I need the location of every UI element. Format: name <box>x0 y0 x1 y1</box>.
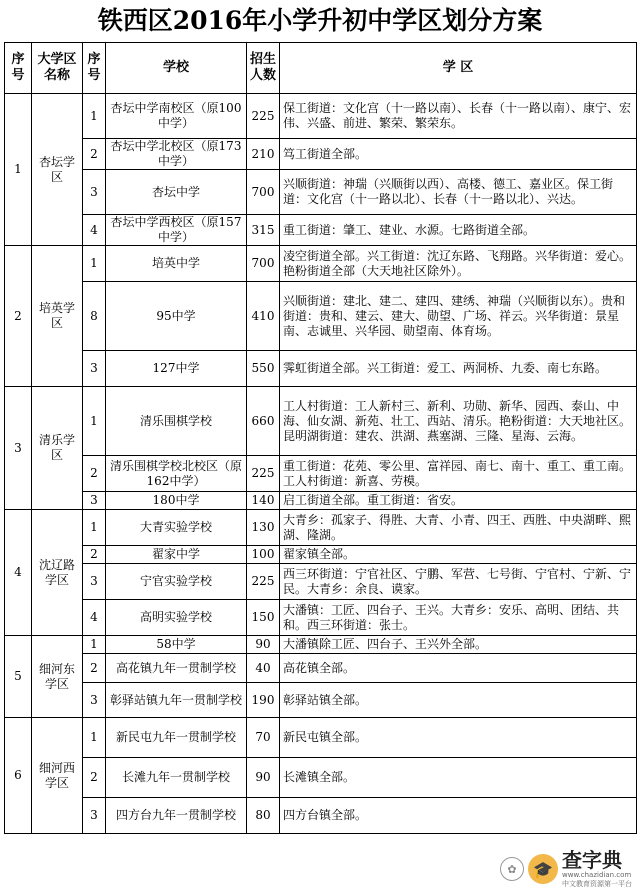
watermark-text: 查字典 <box>562 848 622 872</box>
school-name: 杏坛中学北校区（原173中学） <box>106 139 247 170</box>
school-name: 大青实验学校 <box>106 510 247 546</box>
row-no: 4 <box>83 215 106 246</box>
table-row <box>5 94 637 139</box>
area-description: 兴顺街道：神瑞（兴顺街以西）、高楼、德工、嘉业区。保工街道：文化宫（十一路以北）、长春（十一路以北）、兴达。 <box>280 170 637 215</box>
enroll-count: 90 <box>247 758 280 798</box>
enroll-count: 225 <box>247 94 280 139</box>
row-no: 1 <box>83 510 106 546</box>
row-no: 2 <box>83 546 106 564</box>
enroll-count: 80 <box>247 798 280 834</box>
table-row <box>5 758 637 798</box>
group-name: 细河西学区 <box>32 718 83 834</box>
enroll-count: 700 <box>247 170 280 215</box>
school-name: 清乐围棋学校北校区（原162中学） <box>106 456 247 492</box>
area-description: 凌空街道全部。兴工街道：沈辽东路、飞翔路。兴华街道：爱心。艳粉街道全部（大天地社区除外）。 <box>280 246 637 282</box>
group-name: 细河东学区 <box>32 636 83 718</box>
area-description: 霁虹街道全部。兴工街道：爱工、两洞桥、九委、南七东路。 <box>280 351 637 387</box>
school-name: 58中学 <box>106 636 247 654</box>
enroll-count: 410 <box>247 282 280 351</box>
district-table <box>4 42 637 834</box>
watermark-logo <box>562 849 632 889</box>
group-seq: 5 <box>5 636 32 718</box>
header-enroll: 招生人数 <box>247 43 280 94</box>
watermark <box>482 848 632 890</box>
header-district-name: 大学区名称 <box>32 43 83 94</box>
row-no: 8 <box>83 282 106 351</box>
area-description: 工人村街道：工人新村三、新利、功勋、新华、园西、泰山、中海、仙女湖、新苑、壮工、西站、清乐。艳粉街道：大天地社区。昆明湖街道：建农、洪湖、燕塞湖、三隆、星海、云海。 <box>280 387 637 456</box>
wechat-icon: ✿ <box>500 857 524 881</box>
school-name: 高明实验学校 <box>106 600 247 636</box>
area-description: 重工街道：肇工、建业、水源。七路街道全部。 <box>280 215 637 246</box>
school-name: 127中学 <box>106 351 247 387</box>
school-name: 长滩九年一贯制学校 <box>106 758 247 798</box>
table-row <box>5 492 637 510</box>
area-description: 大青乡：孤家子、得胜、大青、小青、四王、西胜、中央湖畔、熙湖、隆湖。 <box>280 510 637 546</box>
group-name: 沈辽路学区 <box>32 510 83 636</box>
row-no: 1 <box>83 387 106 456</box>
row-no: 3 <box>83 351 106 387</box>
table-row <box>5 246 637 282</box>
school-name: 杏坛中学西校区（原157中学） <box>106 215 247 246</box>
header-seq: 序号 <box>5 43 32 94</box>
page-title: 铁西区2016年小学升初中学区划分方案 <box>97 6 543 35</box>
school-name: 180中学 <box>106 492 247 510</box>
group-name: 杏坛学区 <box>32 94 83 246</box>
school-name: 高花镇九年一贯制学校 <box>106 654 247 683</box>
area-description: 启工街道全部。重工街道：省安。 <box>280 492 637 510</box>
table-row <box>5 215 637 246</box>
table-row <box>5 351 637 387</box>
mascot-icon: 🎓 <box>528 854 558 884</box>
table-header-row <box>5 43 637 94</box>
row-no: 3 <box>83 492 106 510</box>
row-no: 2 <box>83 456 106 492</box>
school-name: 四方台九年一贯制学校 <box>106 798 247 834</box>
area-description: 新民屯镇全部。 <box>280 718 637 758</box>
school-name: 95中学 <box>106 282 247 351</box>
school-name: 清乐围棋学校 <box>106 387 247 456</box>
group-name: 清乐学区 <box>32 387 83 510</box>
area-description: 兴顺街道：建北、建二、建四、建绣、神瑞（兴顺街以东）。贵和街道：贵和、建云、建大、勋望、广场、祥云。兴华街道：景星南、志诚里、兴华园、勋望南、体育场。 <box>280 282 637 351</box>
table-row <box>5 510 637 546</box>
enroll-count: 225 <box>247 456 280 492</box>
area-description: 西三环街道：宁官社区、宁鹏、军营、七号街、宁官村、宁新、宁民。大青乡：余良、谟家。 <box>280 564 637 600</box>
row-no: 3 <box>83 170 106 215</box>
area-description: 笃工街道全部。 <box>280 139 637 170</box>
enroll-count: 660 <box>247 387 280 456</box>
school-name: 杏坛中学南校区（原100中学） <box>106 94 247 139</box>
area-description: 长滩镇全部。 <box>280 758 637 798</box>
row-no: 1 <box>83 636 106 654</box>
row-no: 3 <box>83 798 106 834</box>
row-no: 3 <box>83 683 106 718</box>
enroll-count: 210 <box>247 139 280 170</box>
group-name: 培英学区 <box>32 246 83 387</box>
enroll-count: 40 <box>247 654 280 683</box>
enroll-count: 550 <box>247 351 280 387</box>
enroll-count: 315 <box>247 215 280 246</box>
area-description: 保工街道：文化宫（十一路以南）、长春（十一路以南）、康宁、宏伟、兴盛、前进、繁荣、繁荣东。 <box>280 94 637 139</box>
area-description: 大潘镇：工匠、四台子、王兴。大青乡：安乐、高明、团结、共和。西三环街道：张士。 <box>280 600 637 636</box>
school-name: 培英中学 <box>106 246 247 282</box>
row-no: 2 <box>83 139 106 170</box>
school-name: 新民屯九年一贯制学校 <box>106 718 247 758</box>
table-row <box>5 718 637 758</box>
enroll-count: 90 <box>247 636 280 654</box>
area-description: 四方台镇全部。 <box>280 798 637 834</box>
area-description: 翟家镇全部。 <box>280 546 637 564</box>
row-no: 2 <box>83 654 106 683</box>
school-name: 宁官实验学校 <box>106 564 247 600</box>
row-no: 1 <box>83 718 106 758</box>
table-row <box>5 139 637 170</box>
header-sub-seq: 序号 <box>83 43 106 94</box>
enroll-count: 225 <box>247 564 280 600</box>
row-no: 4 <box>83 600 106 636</box>
enroll-count: 130 <box>247 510 280 546</box>
table-row <box>5 170 637 215</box>
row-no: 2 <box>83 758 106 798</box>
table-row <box>5 636 637 654</box>
group-seq: 1 <box>5 94 32 246</box>
group-seq: 2 <box>5 246 32 387</box>
watermark-site: www.chazidian.com <box>562 871 632 879</box>
enroll-count: 100 <box>247 546 280 564</box>
table-row <box>5 654 637 683</box>
school-name: 彰驿站镇九年一贯制学校 <box>106 683 247 718</box>
table-row <box>5 387 637 456</box>
table-row <box>5 564 637 600</box>
row-no: 1 <box>83 94 106 139</box>
school-name: 杏坛中学 <box>106 170 247 215</box>
area-description: 彰驿站镇全部。 <box>280 683 637 718</box>
enroll-count: 190 <box>247 683 280 718</box>
header-school: 学校 <box>106 43 247 94</box>
table-row <box>5 683 637 718</box>
enroll-count: 150 <box>247 600 280 636</box>
row-no: 3 <box>83 564 106 600</box>
enroll-count: 140 <box>247 492 280 510</box>
enroll-count: 70 <box>247 718 280 758</box>
group-seq: 3 <box>5 387 32 510</box>
school-name: 翟家中学 <box>106 546 247 564</box>
table-row <box>5 546 637 564</box>
area-description: 高花镇全部。 <box>280 654 637 683</box>
table-row <box>5 798 637 834</box>
table-row <box>5 456 637 492</box>
watermark-sub: 中文教育资源第一平台 <box>562 880 632 888</box>
area-description: 重工街道：花苑、零公里、富祥园、南七、南十、重工、重工南。工人村街道：新喜、劳模。 <box>280 456 637 492</box>
row-no: 1 <box>83 246 106 282</box>
header-area: 学 区 <box>280 43 637 94</box>
table-row <box>5 282 637 351</box>
group-seq: 6 <box>5 718 32 834</box>
table-row <box>5 600 637 636</box>
area-description: 大潘镇除工匠、四台子、王兴外全部。 <box>280 636 637 654</box>
enroll-count: 700 <box>247 246 280 282</box>
group-seq: 4 <box>5 510 32 636</box>
